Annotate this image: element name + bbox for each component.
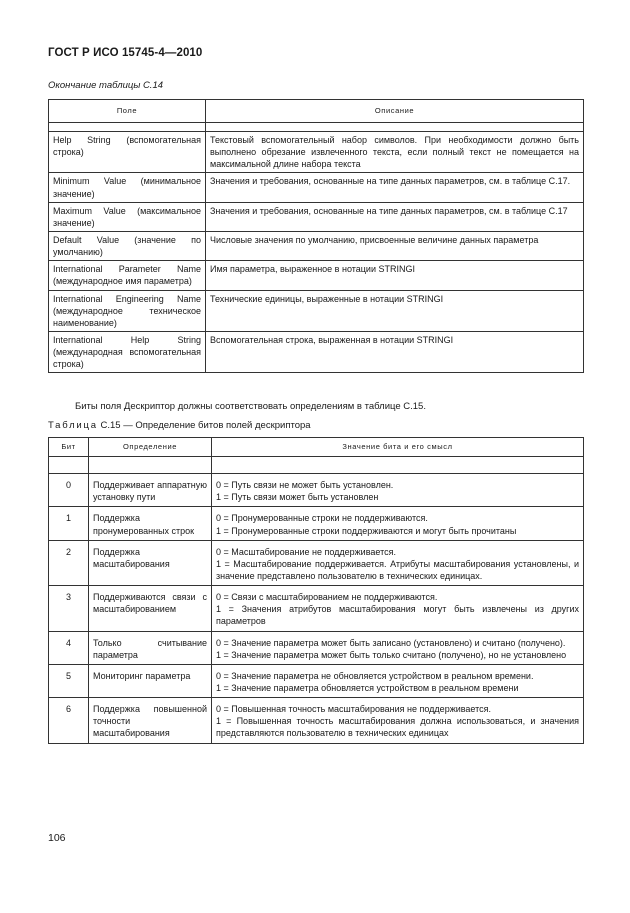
table-c14-caption: Окончание таблицы С.14	[48, 80, 164, 91]
meaning-line: 1 = Значения атрибутов масштабирования могут быть извлечены из других параметров	[216, 604, 579, 627]
field-cell: Maximum Value (максимальное значение)	[49, 202, 206, 231]
meaning-line: 0 = Значение параметра не обновляется устройством в реальном времени.	[216, 670, 534, 681]
table-row	[49, 261, 584, 290]
bit-cell: 4	[49, 631, 89, 664]
meaning-line: 0 = Масштабирование не поддерживается.	[216, 546, 396, 557]
description-cell: Текстовый вспомогательный набор символов. При необходимости должно быть выполнено обрезание извлеченного текста, если полный текст не помещается на максимальной длине набора текста	[206, 132, 584, 173]
field-cell: International Engineering Name (международное техническое наименование)	[49, 290, 206, 331]
field-cell: Minimum Value (минимальное значение)	[49, 173, 206, 202]
table-row	[49, 202, 584, 231]
table-row	[49, 474, 584, 507]
meaning-cell	[212, 631, 584, 664]
definition-cell: Поддержка пронумерованных строк	[89, 507, 212, 540]
definition-cell: Поддерживает аппаратную установку пути	[89, 474, 212, 507]
meaning-line: 1 = Масштабирование поддерживается. Атрибуты масштабирования установлены, и значение представлено пользователю в технических единицах.	[216, 558, 579, 581]
table-c15-header-definition: Определение	[89, 438, 212, 457]
meaning-cell	[212, 540, 584, 585]
bit-cell: 6	[49, 698, 89, 743]
meaning-line: 0 = Пронумерованные строки не поддерживаются.	[216, 513, 428, 524]
table-row	[49, 173, 584, 202]
description-cell: Имя параметра, выраженное в нотации STRINGI	[206, 261, 584, 290]
description-cell: Вспомогательная строка, выраженная в нотации STRINGI	[206, 331, 584, 372]
bit-cell: 1	[49, 507, 89, 540]
meaning-line: 1 = Значение параметра может быть только считано (получено), но не установлено	[216, 649, 567, 660]
field-cell: Default Value (значение по умолчанию)	[49, 231, 206, 260]
definition-cell: Поддержка масштабирования	[89, 540, 212, 585]
meaning-line: 0 = Путь связи не может быть установлен.	[216, 480, 394, 491]
meaning-cell	[212, 474, 584, 507]
table-c15-caption-title: С.15 — Определение битов полей дескриптора	[100, 420, 311, 431]
bit-cell: 2	[49, 540, 89, 585]
table-row	[49, 586, 584, 631]
table-c15-header-bit: Бит	[49, 438, 89, 457]
table-row	[49, 132, 584, 173]
meaning-cell	[212, 507, 584, 540]
page-number: 106	[48, 832, 66, 844]
table-c14-header-description: Описание	[206, 100, 584, 123]
meaning-line: 1 = Значение параметра обновляется устройством в реальном времени	[216, 682, 519, 693]
bit-cell: 5	[49, 664, 89, 697]
body-paragraph: Биты поля Дескриптор должны соответствовать определениям в таблице С.15.	[75, 401, 426, 412]
description-cell: Числовые значения по умолчанию, присвоенные величине данных параметра	[206, 231, 584, 260]
meaning-line: 1 = Пронумерованные строки поддерживаются и могут быть прочитаны	[216, 525, 517, 536]
field-cell: International Parameter Name (международное имя параметра)	[49, 261, 206, 290]
table-row	[49, 290, 584, 331]
meaning-line: 0 = Связи с масштабированием не поддерживаются.	[216, 592, 438, 603]
table-row	[49, 331, 584, 372]
meaning-line: 0 = Значение параметра может быть записано (установлено) и считано (получено).	[216, 637, 566, 648]
bit-cell: 3	[49, 586, 89, 631]
definition-cell: Поддержка повышенной точности масштабирования	[89, 698, 212, 743]
meaning-cell	[212, 698, 584, 743]
table-row	[49, 698, 584, 743]
field-cell: Help String (вспомогательная строка)	[49, 132, 206, 173]
table-row	[49, 664, 584, 697]
meaning-cell	[212, 586, 584, 631]
table-row	[49, 540, 584, 585]
table-row	[49, 231, 584, 260]
table-c15-caption-label: Таблица	[48, 420, 98, 431]
meaning-cell	[212, 664, 584, 697]
field-cell: International Help String (международная вспомогательная строка)	[49, 331, 206, 372]
table-row	[49, 631, 584, 664]
table-c14	[48, 99, 584, 373]
meaning-line: 1 = Повышенная точность масштабирования должна использоваться, и значения представляются пользователю в технических единицах	[216, 716, 579, 739]
table-row	[49, 507, 584, 540]
description-cell: Технические единицы, выраженные в нотации STRINGI	[206, 290, 584, 331]
table-c14-header-field: Поле	[49, 100, 206, 123]
bit-cell: 0	[49, 474, 89, 507]
definition-cell: Поддерживаются связи с масштабированием	[89, 586, 212, 631]
table-c15-caption	[48, 420, 311, 431]
description-cell: Значения и требования, основанные на типе данных параметров, см. в таблице С.17.	[206, 173, 584, 202]
definition-cell: Мониторинг параметра	[89, 664, 212, 697]
description-cell: Значения и требования, основанные на типе данных параметров, см. в таблице С.17	[206, 202, 584, 231]
document-header: ГОСТ Р ИСО 15745-4—2010	[48, 47, 203, 59]
meaning-line: 0 = Повышенная точность масштабирования не поддерживается.	[216, 704, 492, 715]
table-c15-header-meaning: Значение бита и его смысл	[212, 438, 584, 457]
table-c15	[48, 437, 584, 744]
definition-cell: Только считывание параметра	[89, 631, 212, 664]
meaning-line: 1 = Путь связи может быть установлен	[216, 492, 379, 503]
